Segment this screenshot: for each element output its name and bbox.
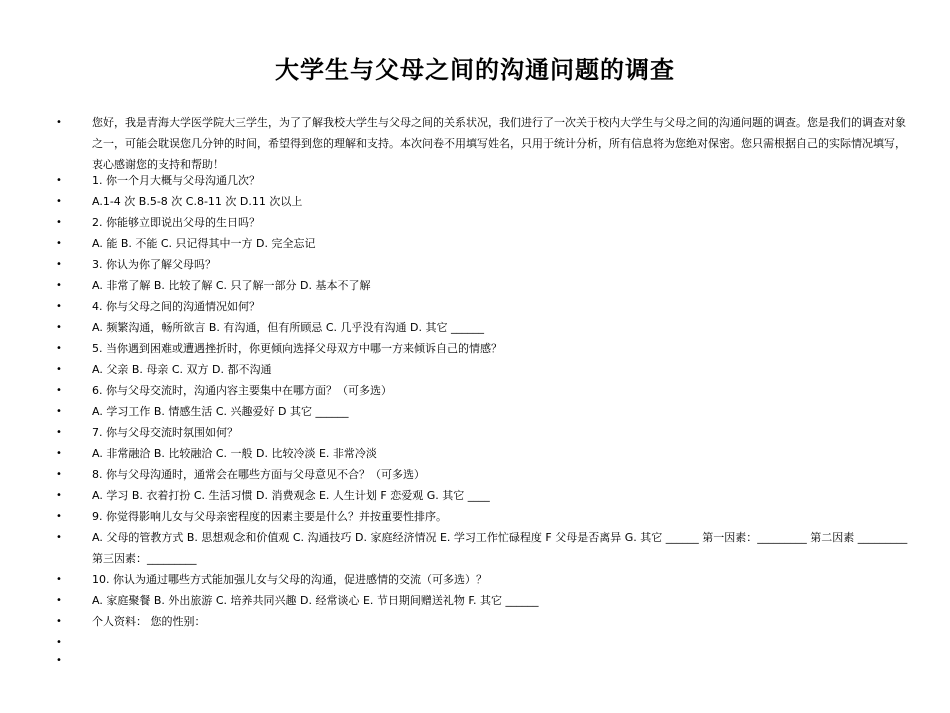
question-6: 6. 你与父母交流时，沟通内容主要集中在哪方面？（可多选）	[92, 384, 392, 397]
question-8-options: A. 学习 B. 衣着打扮 C. 生活习惯 D. 消费观念 E. 人生计划 F 恋爱观 G. 其它 ____	[92, 489, 490, 502]
question-10-options: A. 家庭聚餐 B. 外出旅游 C. 培养共同兴趣 D. 经常谈心 E. 节日期间赠送礼物 F. 其它 ______	[92, 594, 539, 607]
question-10: 10. 你认为通过哪些方式能加强儿女与父母的沟通，促进感情的交流（可多选）？	[92, 573, 487, 586]
bullet-marker: •	[56, 637, 62, 648]
question-1: 1. 你一个月大概与父母沟通几次？	[92, 174, 260, 187]
bullet-marker: •	[56, 448, 62, 459]
bullet-marker: •	[56, 511, 62, 522]
bullet-marker: •	[56, 238, 62, 249]
question-4-options: A. 频繁沟通，畅所欲言 B. 有沟通，但有所顾忌 C. 几乎没有沟通 D. 其它 ______	[92, 321, 484, 334]
bullet-marker: •	[56, 427, 62, 438]
bullet-marker: •	[56, 217, 62, 228]
question-9-options: A. 父母的管教方式 B. 思想观念和价值观 C. 沟通技巧 D. 家庭经济情况 E. 学习工作忙碌程度 F 父母是否离异 G. 其它 ______ 第一因素：_________ 第二因素 _________ 第三因素：_________	[92, 531, 908, 565]
question-4: 4. 你与父母之间的沟通情况如何？	[92, 300, 260, 313]
bullet-marker: •	[56, 406, 62, 417]
bullet-marker: •	[56, 616, 62, 627]
bullet-marker: •	[56, 574, 62, 585]
question-7: 7. 你与父母交流时氛围如何？	[92, 426, 238, 439]
bullet-marker: •	[56, 322, 62, 333]
bullet-marker: •	[56, 280, 62, 291]
question-2-options: A. 能 B. 不能 C. 只记得其中一方 D. 完全忘记	[92, 237, 316, 250]
question-6-options: A. 学习工作 B. 情感生活 C. 兴趣爱好 D 其它 ______	[92, 405, 349, 418]
bullet-marker: •	[56, 469, 62, 480]
question-7-options: A. 非常融洽 B. 比较融洽 C. 一般 D. 比较冷淡 E. 非常冷淡	[92, 447, 377, 460]
intro-text: 您好，我是青海大学医学院大三学生，为了了解我校大学生与父母之间的关系状况，我们进行了一次关于校内大学生与父母之间的沟通问题的调查。您是我们的调查对象之一，可能会耽误您几分钟的时间，希望得到您的理解和支持。本次问卷不用填写姓名，只用于统计分析，所有信息将为您绝对保密。您只需根据自己的实际情况填写，衷心感谢您的支持和帮助！	[92, 116, 906, 171]
question-5: 5. 当你遇到困难或遭遇挫折时，你更倾向选择父母双方中哪一方来倾诉自己的情感？	[92, 342, 502, 355]
bullet-marker: •	[56, 117, 62, 128]
bullet-marker: •	[56, 175, 62, 186]
question-9: 9. 你觉得影响儿女与父母亲密程度的因素主要是什么？并按重要性排序。	[92, 510, 447, 523]
question-1-options: A.1-4 次 B.5-8 次 C.8-11 次 D.11 次以上	[92, 195, 303, 208]
question-3: 3. 你认为你了解父母吗？	[92, 258, 216, 271]
bullet-marker: •	[56, 490, 62, 501]
bullet-marker: •	[56, 655, 62, 666]
bullet-marker: •	[56, 301, 62, 312]
bullet-marker: •	[56, 259, 62, 270]
document-title: 大学生与父母之间的沟通问题的调查	[275, 56, 675, 84]
bullet-marker: •	[56, 196, 62, 207]
question-3-options: A. 非常了解 B. 比较了解 C. 只了解一部分 D. 基本不了解	[92, 279, 371, 292]
bullet-marker: •	[56, 343, 62, 354]
bullet-marker: •	[56, 532, 62, 543]
bullet-marker: •	[56, 595, 62, 606]
bullet-marker: •	[56, 385, 62, 396]
question-8: 8. 你与父母沟通时，通常会在哪些方面与父母意见不合？（可多选）	[92, 468, 425, 481]
personal-info: 个人资料： 您的性别：	[92, 615, 206, 628]
question-5-options: A. 父亲 B. 母亲 C. 双方 D. 都不沟通	[92, 363, 272, 376]
bullet-marker: •	[56, 364, 62, 375]
question-2: 2. 你能够立即说出父母的生日吗？	[92, 216, 260, 229]
